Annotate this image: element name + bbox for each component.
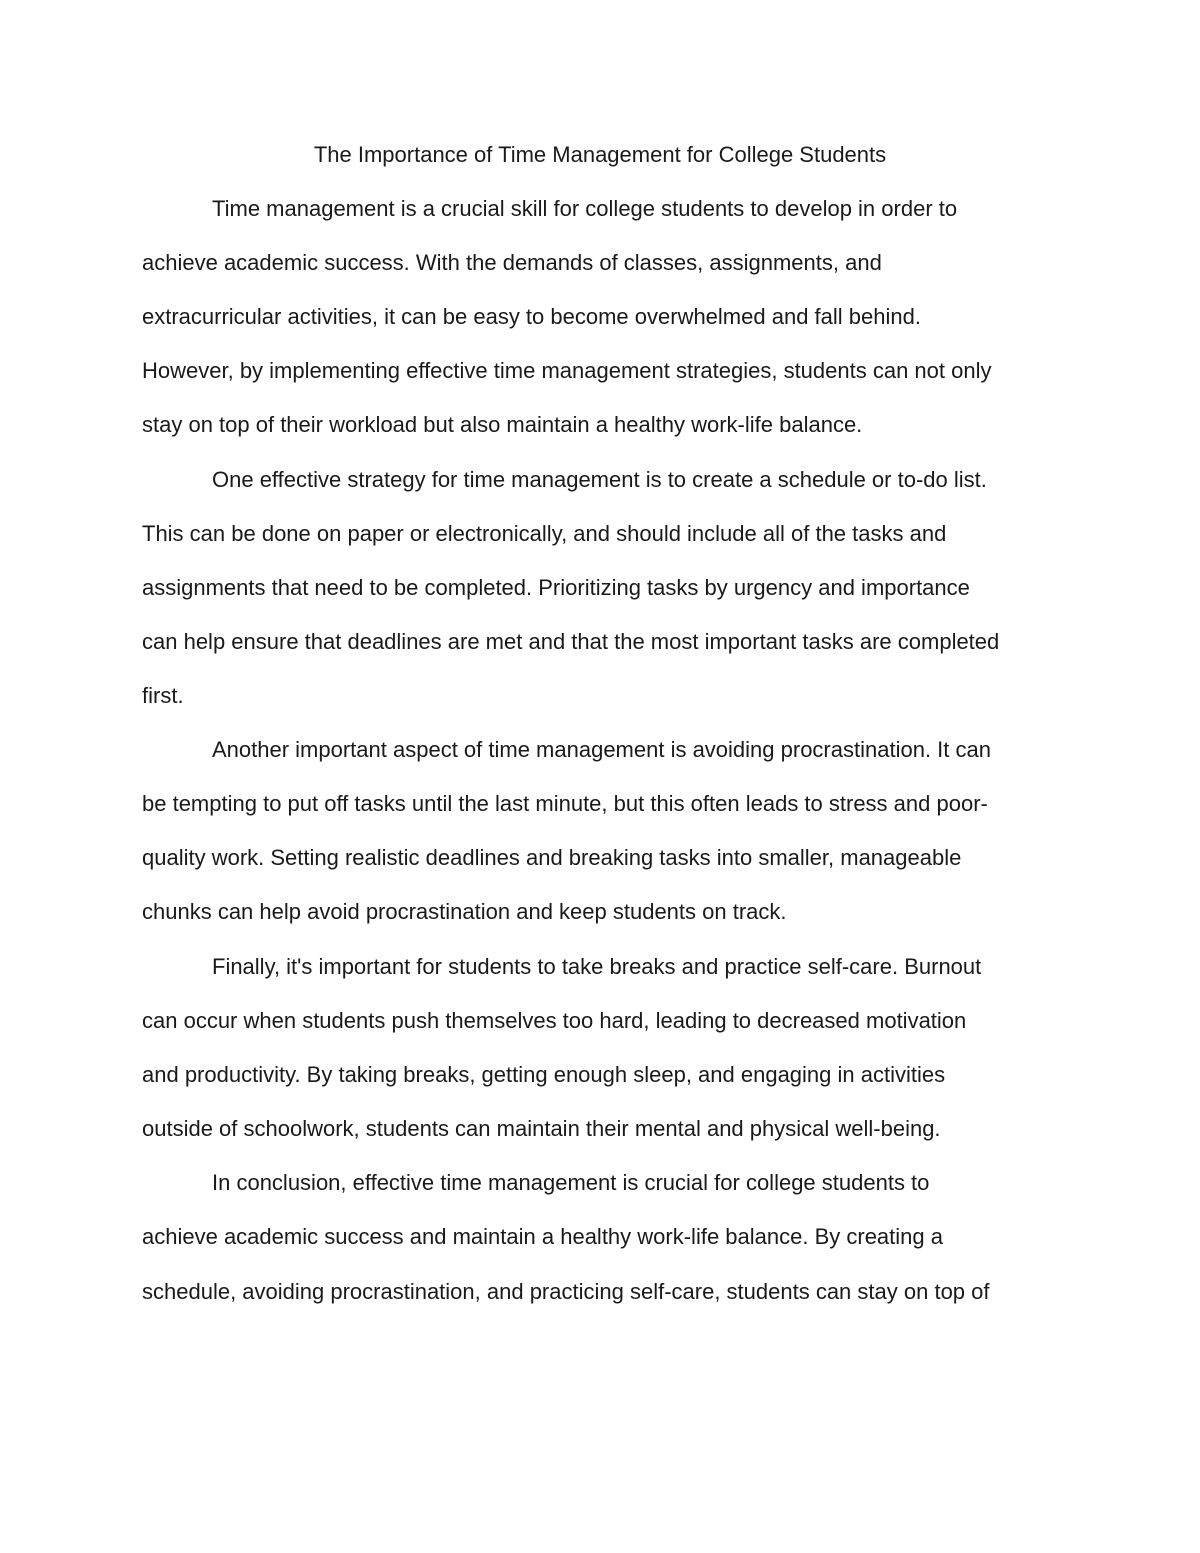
paragraph-3-line-2: be tempting to put off tasks until the last minute, but this often leads to stress and poor-: [142, 791, 988, 816]
paragraph-4-line-1: Finally, it's important for students to take breaks and practice self-care. Burnout: [212, 954, 982, 979]
paragraph-1-line-3: extracurricular activities, it can be easy to become overwhelmed and fall behind.: [142, 304, 921, 329]
paragraph-4-line-2: can occur when students push themselves too hard, leading to decreased motivation: [142, 1008, 967, 1033]
paragraph-3-line-1: Another important aspect of time management is avoiding procrastination. It can: [212, 737, 991, 762]
paragraph-1-line-4: However, by implementing effective time management strategies, students can not only: [142, 358, 992, 383]
paragraph-1-line-1: Time management is a crucial skill for college students to develop in order to: [212, 196, 958, 221]
paragraph-1-line-2: achieve academic success. With the demands of classes, assignments, and: [142, 250, 882, 275]
paragraph-1-line-5: stay on top of their workload but also maintain a healthy work-life balance.: [142, 412, 863, 437]
paragraph-3-line-3: quality work. Setting realistic deadlines and breaking tasks into smaller, manageable: [142, 845, 962, 870]
paragraph-5-line-2: achieve academic success and maintain a healthy work-life balance. By creating a: [142, 1224, 943, 1249]
paragraph-2-line-2: This can be done on paper or electronically, and should include all of the tasks and: [142, 521, 947, 546]
paragraph-4-line-3: and productivity. By taking breaks, getting enough sleep, and engaging in activities: [142, 1062, 946, 1087]
document-title: The Importance of Time Management for College Students: [313, 142, 887, 167]
paragraph-2-line-5: first.: [142, 683, 184, 708]
paragraph-5-line-3: schedule, avoiding procrastination, and practicing self-care, students can stay on top of: [142, 1279, 990, 1304]
paragraph-5-line-1: In conclusion, effective time management is crucial for college students to: [212, 1170, 930, 1195]
paragraph-4-line-4: outside of schoolwork, students can maintain their mental and physical well-being.: [142, 1116, 941, 1141]
paragraph-3-line-4: chunks can help avoid procrastination and keep students on track.: [142, 899, 787, 924]
paragraph-2-line-1: One effective strategy for time management is to create a schedule or to-do list.: [212, 467, 987, 492]
paragraph-2-line-4: can help ensure that deadlines are met and that the most important tasks are completed: [142, 629, 1000, 654]
paragraph-2-line-3: assignments that need to be completed. Prioritizing tasks by urgency and importance: [142, 575, 970, 600]
